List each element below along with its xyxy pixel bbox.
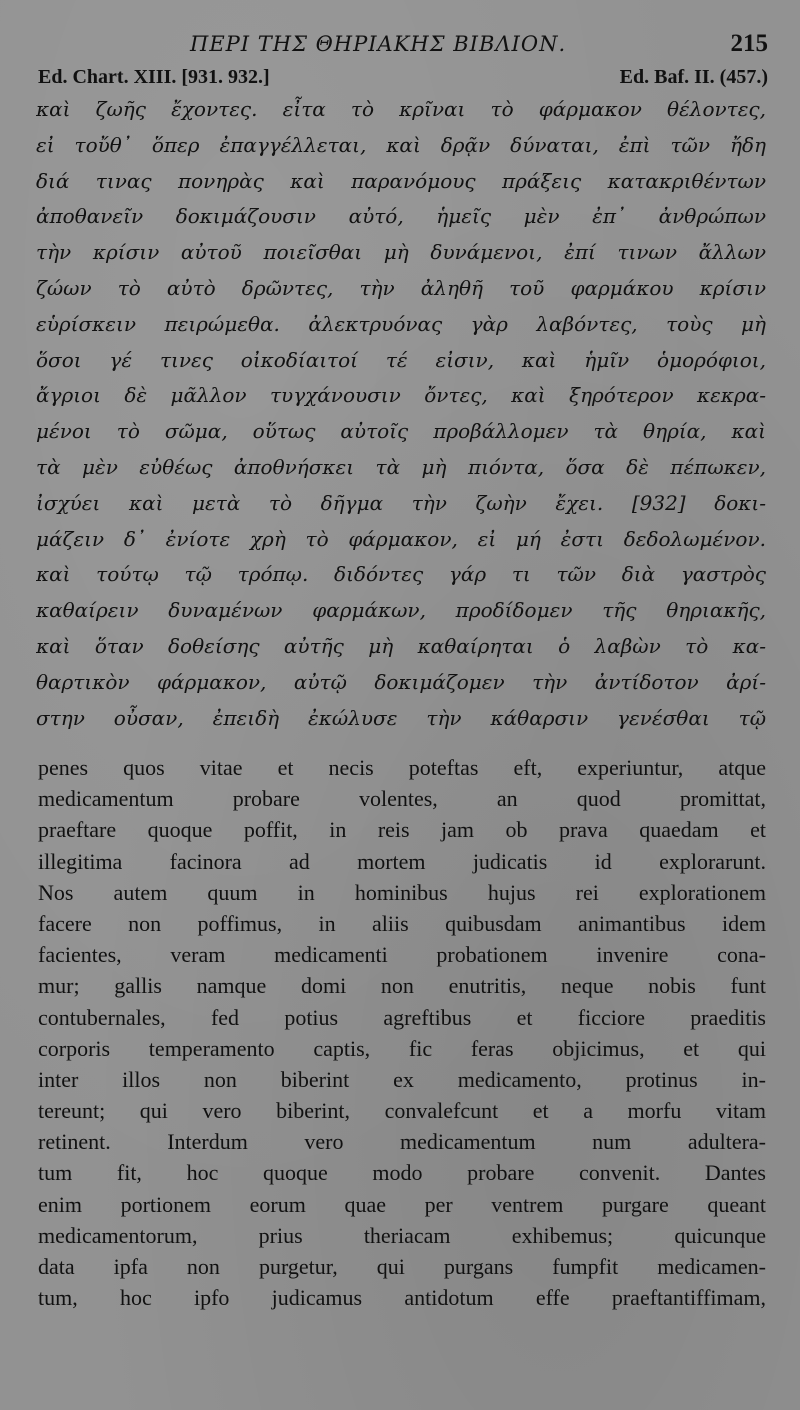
greek-text-line: ἄγριοι δὲ μᾶλλον τυγχάνουσιν ὄντες, καὶ ξηρότερον κεκρα-	[36, 383, 766, 408]
latin-text-line: inter illos non biberint ex medicamento, protinus in-	[38, 1066, 766, 1092]
latin-text-line: tum, hoc ipfo judicamus antidotum effe praeftantiffimam,	[38, 1285, 766, 1311]
latin-text-line: medicamentorum, prius theriacam exhibemus; quicunque	[38, 1222, 766, 1248]
latin-text-line: data ipfa non purgetur, qui purgans fumpfit medicamen-	[38, 1254, 766, 1279]
greek-text-line: στην οὖσαν, ἐπειδὴ ἐκώλυσε τὴν κάθαρσιν γενέσθαι τῷ	[36, 705, 766, 730]
greek-text-line: μένοι τὸ σῶμα, οὕτως αὐτοῖς προβάλλομεν τὰ θηρία, καὶ	[36, 419, 766, 444]
latin-text-line: facientes, veram medicamenti probationem invenire cona-	[38, 942, 766, 968]
greek-text-line: τὴν κρίσιν αὐτοῦ ποιεῖσθαι μὴ δυνάμενοι, ἐπί τινων ἄλλων	[36, 240, 766, 265]
greek-text-line: θαρτικὸν φάρμακον, αὐτῷ δοκιμάζομεν τὴν ἀντίδοτον ἀρί-	[36, 669, 766, 694]
running-head	[0, 32, 800, 62]
edition-reference-chartier: Ed. Chart. XIII. [931. 932.]	[38, 66, 270, 88]
latin-text-line: tereunt; qui vero biberint, convalefcunt et a morfu vitam	[38, 1098, 766, 1124]
greek-text-line: καὶ τούτῳ τῷ τρόπῳ. διδόντες γάρ τι τῶν διὰ γαστρὸς	[36, 562, 766, 587]
page-number: 215	[730, 30, 768, 57]
greek-text-line: ἀποθανεῖν δοκιμάζουσιν αὐτό, ἡμεῖς μὲν ἐπ᾽ ἀνθρώπων	[36, 204, 766, 229]
greek-text-block	[36, 92, 766, 736]
latin-text-line: retinent. Interdum vero medicamentum num adultera-	[38, 1129, 766, 1155]
latin-text-line: Nos autem quum in hominibus hujus rei explorationem	[38, 879, 766, 905]
latin-text-line: mur; gallis namque domi non enutritis, neque nobis funt	[38, 973, 766, 999]
greek-text-line: μάζειν δ᾽ ἐνίοτε χρὴ τὸ φάρμακον, εἰ μή ἐστι δεδολωμένον.	[36, 526, 766, 551]
running-title: ΠΕΡΙ ΤΗΣ ΘΗΡΙΑΚΗΣ ΒΙΒΛΙΟΝ.	[190, 32, 567, 56]
greek-text-line: εὑρίσκειν πειρώμεθα. ἀλεκτρυόνας γὰρ λαβόντες, τοὺς μὴ	[36, 311, 766, 336]
latin-text-line: medicamentum probare volentes, an quod promittat,	[38, 786, 766, 812]
greek-text-line: ἰσχύει καὶ μετὰ τὸ δῆγμα τὴν ζωὴν ἔχει. [932] δοκι-	[36, 490, 766, 515]
edition-reference-basel: Ed. Baf. II. (457.)	[619, 66, 768, 88]
latin-text-line: contubernales, fed potius agreftibus et ficciore praeditis	[38, 1004, 766, 1030]
latin-text-line: penes quos vitae et necis poteftas eft, experiuntur, atque	[38, 755, 766, 780]
greek-text-line: ζώων τὸ αὐτὸ δρῶντες, τὴν ἀληθῆ τοῦ φαρμάκου κρίσιν	[36, 275, 766, 300]
latin-text-line: illegitima facinora ad mortem judicatis id explorarunt.	[38, 848, 766, 874]
edition-references	[38, 66, 768, 92]
latin-text-line: tum fit, hoc quoque modo probare convenit. Dantes	[38, 1160, 766, 1186]
greek-text-line: ὅσοι γέ τινες οἰκοδίαιτοί τέ εἰσιν, καὶ ἡμῖν ὁμορόφιοι,	[36, 347, 766, 372]
latin-text-line: praeftare quoque poffit, in reis jam ob prava quaedam et	[38, 817, 766, 843]
latin-text-line: corporis temperamento captis, fic feras objicimus, et qui	[38, 1035, 766, 1061]
latin-text-block	[38, 752, 766, 1313]
latin-text-line: enim portionem eorum quae per ventrem purgare queant	[38, 1191, 766, 1217]
greek-text-line: διά τινας πονηρὰς καὶ παρανόμους πράξεις κατακριθέντων	[36, 168, 766, 193]
latin-text-line: facere non poffimus, in aliis quibusdam animantibus idem	[38, 910, 766, 936]
greek-text-line: καὶ ὅταν δοθείσης αὐτῆς μὴ καθαίρηται ὁ λαβὼν τὸ κα-	[36, 633, 766, 658]
greek-text-line: καθαίρειν δυναμένων φαρμάκων, προδίδομεν τῆς θηριακῆς,	[36, 598, 766, 623]
greek-text-line: καὶ ζωῆς ἔχοντες. εἶτα τὸ κρῖναι τὸ φάρμακον θέλοντες,	[36, 97, 766, 121]
greek-text-line: εἰ τοὔθ᾽ ὅπερ ἐπαγγέλλεται, καὶ δρᾷν δύναται, ἐπὶ τῶν ἤδη	[36, 132, 766, 157]
greek-text-line: τὰ μὲν εὐθέως ἀποθνήσκει τὰ μὴ πιόντα, ὅσα δὲ πέπωκεν,	[36, 454, 766, 479]
